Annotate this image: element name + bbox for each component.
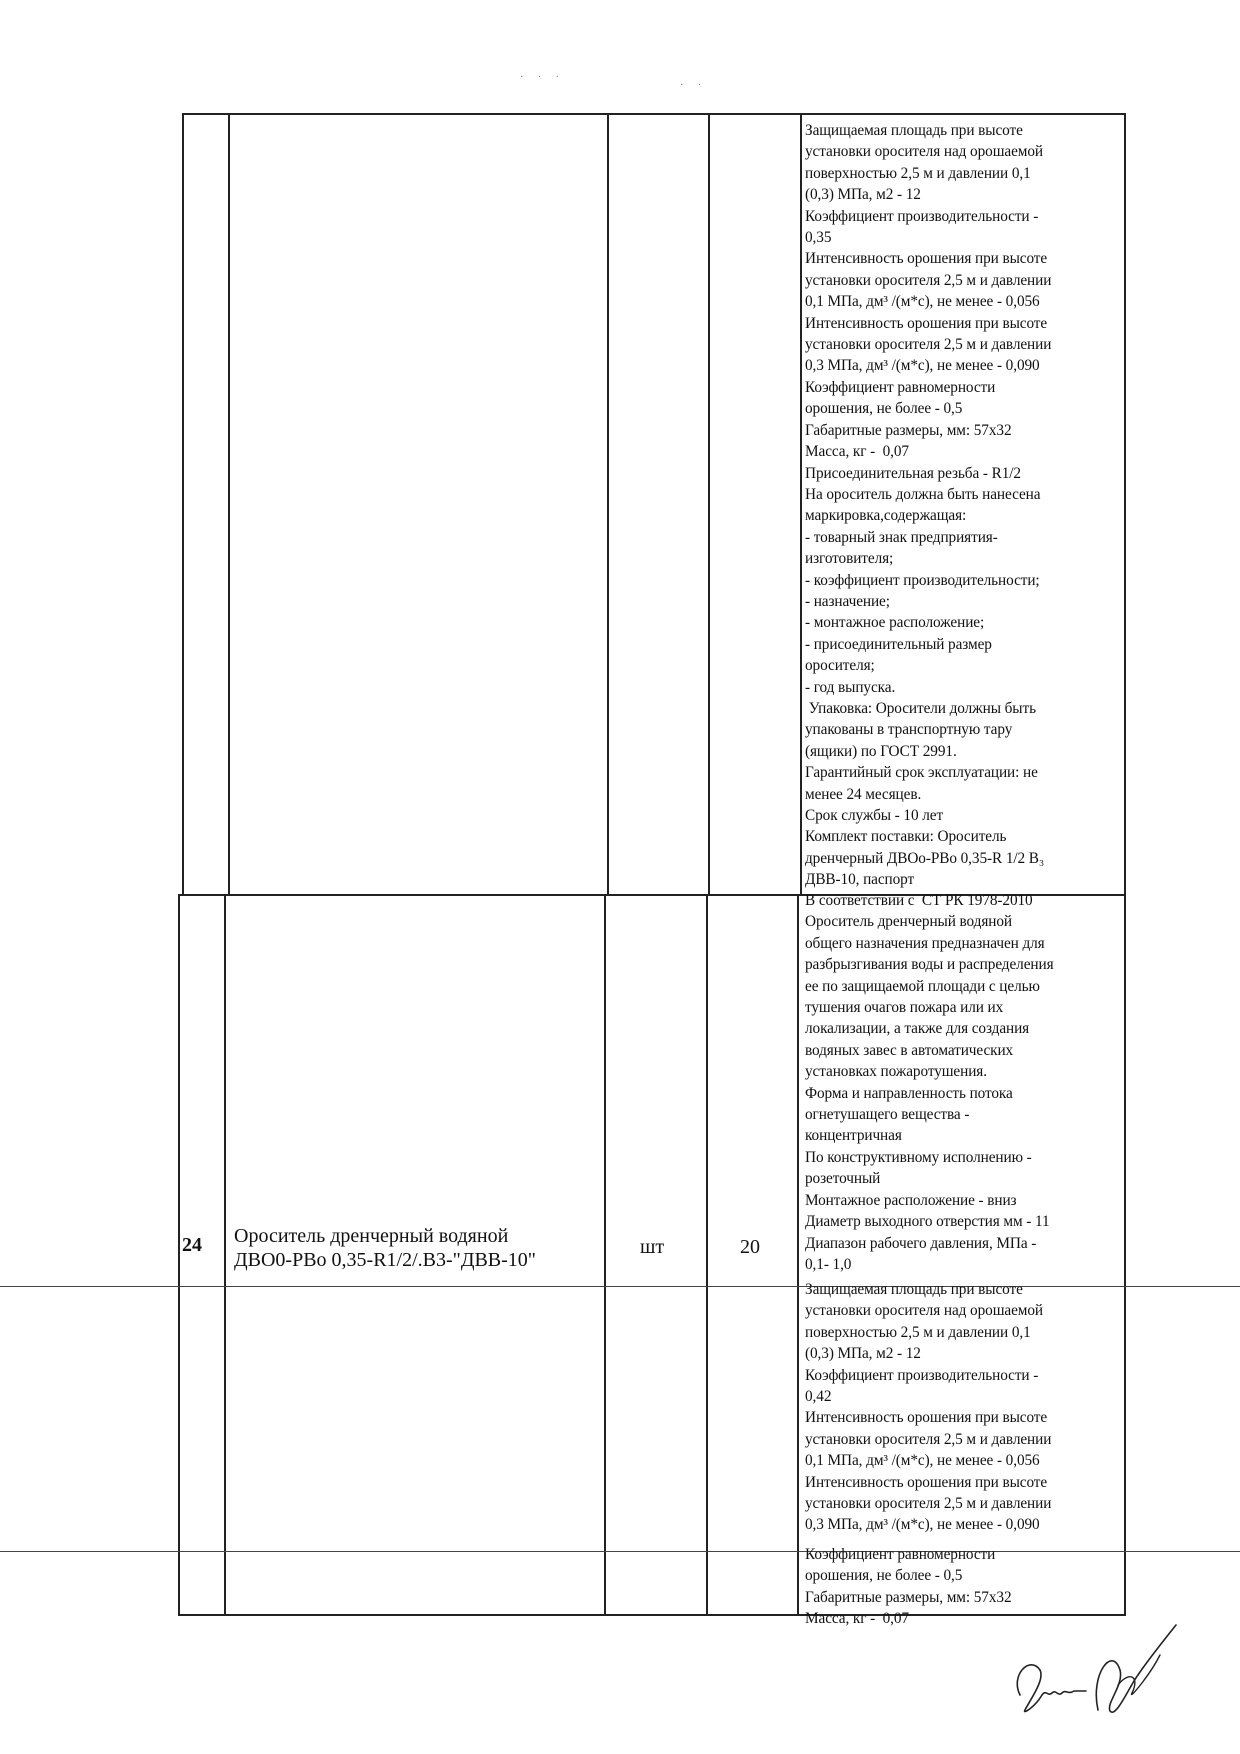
spec-line: Масса, кг - 0,07 — [805, 443, 909, 461]
spec-line: установки оросителя 2,5 м и давлении — [805, 1430, 1052, 1448]
column-divider-3 — [708, 113, 710, 895]
spec-line: розеточный — [805, 1170, 881, 1188]
spec-line: 0,3 МПа, дм³ /(м*с), не менее - 0,090 — [805, 357, 1040, 375]
signature — [1000, 1615, 1200, 1725]
spec-line: изготовителя; — [805, 550, 894, 568]
spec-line: Диаметр выходного отверстия мм - 11 — [805, 1213, 1050, 1231]
spec-line: установки оросителя 2,5 м и давлении — [805, 271, 1052, 289]
spec-line: 0,1 МПа, дм³ /(м*с), не менее - 0,056 — [805, 1452, 1040, 1470]
spec-line: 0,3 МПа, дм³ /(м*с), не менее - 0,090 — [805, 1516, 1040, 1534]
spec-line: оросителя; — [805, 657, 875, 675]
spec-line: установки оросителя 2,5 м и давлении — [805, 1495, 1052, 1513]
spec-line: Срок службы - 10 лет — [805, 807, 944, 824]
spec-line: Масса, кг - 0,07 — [805, 1610, 909, 1628]
column-divider-4 — [797, 895, 799, 1615]
spec-line: - назначение; — [805, 592, 890, 610]
spec-line: - монтажное расположение; — [805, 614, 985, 632]
spec-line: упакованы в транспортную тару — [805, 721, 1013, 739]
spec-line: Коэффициент равномерности — [805, 1546, 996, 1563]
spec-line: ДВВ-10, паспорт — [805, 871, 915, 889]
spec-line: орошения, не более - 0,5 — [805, 1567, 963, 1585]
spec-line: По конструктивному исполнению - — [805, 1148, 1032, 1166]
spec-line: (0,3) МПа, м2 - 12 — [805, 186, 921, 204]
spec-line: поверхностью 2,5 м и давлении 0,1 — [805, 1323, 1031, 1341]
specification-text-top — [805, 120, 1125, 891]
spec-line: тушения очагов пожара или их — [805, 999, 1004, 1017]
column-divider-1 — [224, 895, 226, 1615]
spec-line: - коэффициент производительности; — [805, 571, 1040, 589]
spec-line: установках пожаротушения. — [805, 1063, 987, 1081]
spec-line: дренчерный ДВОо-РВо 0,35-R 1/2 В₃ — [805, 849, 1045, 867]
spec-line: 0,1- 1,0 — [805, 1255, 852, 1273]
spec-line: ее по защищаемой площади с целью — [805, 977, 1040, 995]
item-name-line1: Ороситель дренчерный водяной — [234, 1225, 509, 1247]
column-divider-4 — [800, 113, 802, 895]
spec-line: Упаковка: Оросители должны быть — [805, 699, 1036, 717]
spec-line: Гарантийный срок эксплуатации: не — [805, 764, 1038, 782]
column-divider-1 — [228, 113, 230, 895]
spec-line: - товарный знак предприятия- — [805, 528, 998, 546]
spec-line: (0,3) МПа, м2 - 12 — [805, 1345, 921, 1363]
item-name — [234, 1224, 614, 1272]
spec-line: Коэффициент равномерности — [805, 378, 996, 396]
spec-line: Габаритные размеры, мм: 57х32 — [805, 1588, 1012, 1606]
spec-line: Коэффициент производительности - — [805, 207, 1039, 225]
spec-line: Форма и направленность потока — [805, 1084, 1013, 1102]
scan-specks: · · · — [520, 72, 565, 83]
spec-line: установки оросителя над орошаемой — [805, 1302, 1043, 1320]
spec-line: установки оросителя над орошаемой — [805, 143, 1043, 161]
spec-line: огнетушащего вещества - — [805, 1106, 970, 1124]
spec-line: Монтажное расположение - вниз — [805, 1191, 1017, 1209]
table-border-left — [178, 895, 180, 1615]
spec-line: Габаритные размеры, мм: 57х32 — [805, 421, 1012, 439]
spec-line: разбрызгивания воды и распределения — [805, 956, 1054, 974]
quantity: 20 — [740, 1236, 760, 1258]
spec-line: водяных завес в автоматических — [805, 1041, 1014, 1059]
spec-line: Комплект поставки: Ороситель — [805, 828, 1007, 846]
spec-line: поверхностью 2,5 м и давлении 0,1 — [805, 164, 1031, 182]
spec-line: 0,1 МПа, дм³ /(м*с), не менее - 0,056 — [805, 293, 1040, 311]
spec-line: 0,42 — [805, 1388, 832, 1406]
spec-line: Защищаемая площадь при высоте — [805, 122, 1023, 139]
scan-specks: · · — [680, 80, 708, 91]
spec-line: Интенсивность орошения при высоте — [805, 250, 1048, 268]
spec-line: - год выпуска. — [805, 678, 896, 696]
spec-line: Ороситель дренчерный водяной — [805, 913, 1012, 931]
spec-line: 0,35 — [805, 229, 832, 247]
specification-text-continued — [805, 1279, 1125, 1536]
spec-line: Интенсивность орошения при высоте — [805, 314, 1048, 332]
row-number: 24 — [182, 1234, 202, 1256]
spec-line: орошения, не более - 0,5 — [805, 400, 963, 418]
spec-line: Интенсивность орошения при высоте — [805, 1473, 1048, 1491]
spec-line: маркировка,содержащая: — [805, 507, 967, 525]
unit-of-measure: шт — [640, 1236, 665, 1258]
spec-line: Диапазон рабочего давления, МПа - — [805, 1234, 1037, 1252]
spec-line: На ороситель должна быть нанесена — [805, 485, 1041, 503]
table-border-left — [182, 113, 184, 895]
spec-line: концентричная — [805, 1127, 902, 1145]
spec-line: локализации, а также для создания — [805, 1020, 1030, 1038]
spec-line: установки оросителя 2,5 м и давлении — [805, 336, 1052, 354]
spec-line: (ящики) по ГОСТ 2991. — [805, 742, 957, 760]
spec-line: общего назначения предназначен для — [805, 934, 1045, 952]
spec-line: В соответствии с СТ РК 1978-2010 — [805, 892, 1033, 909]
specification-text-row24 — [805, 890, 1125, 1275]
spec-line: Присоединительная резьба - R1/2 — [805, 464, 1021, 482]
table-border-top — [182, 113, 1126, 115]
spec-line: Защищаемая площадь при высоте — [805, 1281, 1023, 1298]
column-divider-3 — [706, 895, 708, 1615]
column-divider-2 — [607, 113, 609, 895]
spec-line: - присоединительный размер — [805, 635, 992, 653]
item-name-line2: ДВО0-РВо 0,35-R1/2/.В3-"ДВВ-10" — [234, 1249, 536, 1271]
spec-line: менее 24 месяцев. — [805, 785, 922, 803]
spec-line: Интенсивность орошения при высоте — [805, 1409, 1048, 1427]
spec-line: Коэффициент производительности - — [805, 1366, 1039, 1384]
